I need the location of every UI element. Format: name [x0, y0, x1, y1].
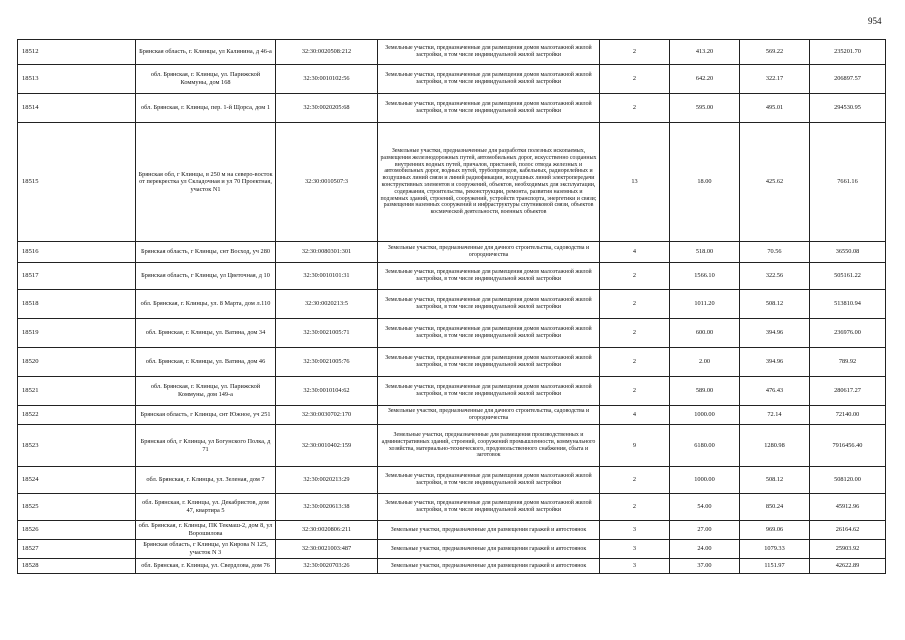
rate-cell: 508.12 — [740, 290, 810, 319]
row-number: 18516 — [18, 242, 136, 263]
table-row — [18, 494, 886, 521]
table-row — [18, 94, 886, 123]
cadastral-number-cell: 32:30:0030702:170 — [276, 406, 378, 425]
address-cell: Брянская область, г Клинцы, снт Восход, уч 280 — [136, 242, 276, 263]
cadastral-number-cell: 32:30:0021005:76 — [276, 348, 378, 377]
area-cell: 37.00 — [670, 559, 740, 574]
group-cell: 2 — [600, 94, 670, 123]
rate-cell: 322.17 — [740, 65, 810, 94]
value-cell: 789.92 — [810, 348, 886, 377]
cadastral-number-cell: 32:30:0080301:301 — [276, 242, 378, 263]
land-use-cell: Земельные участки, предназначенные для размещения домов малоэтажной жилой застройки, в том числе индивидуальной жилой застройки — [378, 263, 600, 290]
rate-cell: 969.06 — [740, 521, 810, 540]
rate-cell: 322.56 — [740, 263, 810, 290]
land-use-cell: Земельные участки, предназначенные для размещения гаражей и автостоянок — [378, 540, 600, 559]
address-cell: обл. Брянская, г. Клинцы, ул. Ватина, дом 46 — [136, 348, 276, 377]
land-use-cell: Земельные участки, предназначенные для размещения домов малоэтажной жилой застройки, в том числе индивидуальной жилой застройки — [378, 494, 600, 521]
value-cell: 25903.92 — [810, 540, 886, 559]
land-use-cell: Земельные участки, предназначенные для дачного строительства, садоводства и огородничества — [378, 406, 600, 425]
table-row — [18, 377, 886, 406]
group-cell: 2 — [600, 348, 670, 377]
group-cell: 4 — [600, 406, 670, 425]
value-cell: 26164.62 — [810, 521, 886, 540]
land-use-cell: Земельные участки, предназначенные для размещения домов малоэтажной жилой застройки, в том числе индивидуальной жилой застройки — [378, 65, 600, 94]
value-cell: 7661.16 — [810, 123, 886, 242]
cadastral-number-cell: 32:30:0010101:31 — [276, 263, 378, 290]
table-row — [18, 242, 886, 263]
address-cell: Брянская область, г Клинцы, ул Кирова N 125, участок N 3 — [136, 540, 276, 559]
rate-cell: 425.62 — [740, 123, 810, 242]
address-cell: Брянская область, г Клинцы, снт Южное, уч 251 — [136, 406, 276, 425]
area-cell: 54.00 — [670, 494, 740, 521]
value-cell: 505161.22 — [810, 263, 886, 290]
value-cell: 280617.27 — [810, 377, 886, 406]
rate-cell: 72.14 — [740, 406, 810, 425]
group-cell: 2 — [600, 65, 670, 94]
row-number: 18525 — [18, 494, 136, 521]
address-cell: обл. Брянская, г. Клинцы, ул. Ватина, дом 34 — [136, 319, 276, 348]
address-cell: обл. Брянская, г. Клинцы, ул. Декабристов, дом 47, квартира 5 — [136, 494, 276, 521]
land-use-cell: Земельные участки, предназначенные для размещения производственных и административных зданий, строений, сооружений промышленности, коммунального хозяйства, материально-технического, продовольственного снабжения, сбыта и заготовок — [378, 425, 600, 467]
table-row — [18, 263, 886, 290]
value-cell: 72140.00 — [810, 406, 886, 425]
group-cell: 2 — [600, 467, 670, 494]
cadastral-number-cell: 32:30:0010402:159 — [276, 425, 378, 467]
area-cell: 24.00 — [670, 540, 740, 559]
address-cell: обл. Брянская, г. Клинцы, ул. Зеленая, дом 7 — [136, 467, 276, 494]
value-cell: 45912.96 — [810, 494, 886, 521]
area-cell: 2.00 — [670, 348, 740, 377]
land-use-cell: Земельные участки, предназначенные для дачного строительства, садоводства и огородничества — [378, 242, 600, 263]
address-cell: обл. Брянская, г. Клинцы, ПК Текмаш-2, дом 8, ул Ворошилова — [136, 521, 276, 540]
group-cell: 2 — [600, 377, 670, 406]
value-cell: 36550.08 — [810, 242, 886, 263]
area-cell: 1566.10 — [670, 263, 740, 290]
table-row — [18, 65, 886, 94]
area-cell: 1000.00 — [670, 467, 740, 494]
table-row — [18, 467, 886, 494]
row-number: 18519 — [18, 319, 136, 348]
cadastral-number-cell: 32:30:0010102:56 — [276, 65, 378, 94]
row-number: 18527 — [18, 540, 136, 559]
group-cell: 3 — [600, 559, 670, 574]
rate-cell: 1280.98 — [740, 425, 810, 467]
cadastral-number-cell: 32:30:0020806:211 — [276, 521, 378, 540]
address-cell: обл. Брянская, г. Клинцы, ул. Парижской Коммуны, дом 168 — [136, 65, 276, 94]
row-number: 18513 — [18, 65, 136, 94]
area-cell: 589.00 — [670, 377, 740, 406]
row-number: 18523 — [18, 425, 136, 467]
land-use-cell: Земельные участки, предназначенные для размещения домов малоэтажной жилой застройки, в том числе индивидуальной жилой застройки — [378, 348, 600, 377]
land-use-cell: Земельные участки, предназначенные для размещения домов малоэтажной жилой застройки, в том числе индивидуальной жилой застройки — [378, 290, 600, 319]
value-cell: 235201.70 — [810, 40, 886, 65]
cadastral-number-cell: 32:30:0020205:68 — [276, 94, 378, 123]
group-cell: 2 — [600, 494, 670, 521]
value-cell: 294530.95 — [810, 94, 886, 123]
area-cell: 1011.20 — [670, 290, 740, 319]
table-row — [18, 123, 886, 242]
area-cell: 6180.00 — [670, 425, 740, 467]
area-cell: 595.00 — [670, 94, 740, 123]
table-row — [18, 348, 886, 377]
value-cell: 513810.94 — [810, 290, 886, 319]
cadastral-number-cell: 32:30:0020508:212 — [276, 40, 378, 65]
group-cell: 3 — [600, 521, 670, 540]
cadastral-number-cell: 32:30:0010104:62 — [276, 377, 378, 406]
group-cell: 13 — [600, 123, 670, 242]
page-number: 954 — [868, 16, 882, 26]
area-cell: 413.20 — [670, 40, 740, 65]
group-cell: 3 — [600, 540, 670, 559]
value-cell: 508120.00 — [810, 467, 886, 494]
table-row — [18, 40, 886, 65]
rate-cell: 70.56 — [740, 242, 810, 263]
group-cell: 9 — [600, 425, 670, 467]
group-cell: 2 — [600, 319, 670, 348]
land-use-cell: Земельные участки, предназначенные для размещения домов малоэтажной жилой застройки, в том числе индивидуальной жилой застройки — [378, 40, 600, 65]
row-number: 18520 — [18, 348, 136, 377]
row-number: 18522 — [18, 406, 136, 425]
row-number: 18521 — [18, 377, 136, 406]
cadastral-number-cell: 32:30:0020613:38 — [276, 494, 378, 521]
address-cell: обл. Брянская, г. Клинцы, ул. Парижской Коммуны, дом 149-а — [136, 377, 276, 406]
land-use-cell: Земельные участки, предназначенные для размещения домов малоэтажной жилой застройки, в том числе индивидуальной жилой застройки — [378, 319, 600, 348]
table-row — [18, 521, 886, 540]
cadastral-number-cell: 32:30:0020213:5 — [276, 290, 378, 319]
area-cell: 600.00 — [670, 319, 740, 348]
row-number: 18524 — [18, 467, 136, 494]
table-row — [18, 319, 886, 348]
row-number: 18517 — [18, 263, 136, 290]
cadastral-number-cell: 32:30:0020213:29 — [276, 467, 378, 494]
group-cell: 2 — [600, 263, 670, 290]
row-number: 18514 — [18, 94, 136, 123]
rate-cell: 850.24 — [740, 494, 810, 521]
area-cell: 1000.00 — [670, 406, 740, 425]
area-cell: 27.00 — [670, 521, 740, 540]
table-row — [18, 290, 886, 319]
value-cell: 236976.00 — [810, 319, 886, 348]
rate-cell: 476.43 — [740, 377, 810, 406]
land-use-cell: Земельные участки, предназначенные для разработки полезных ископаемых, размещения железнодорожных путей, автомобильных дорог, искусственно созданных внутренних водных путей, причалов, пристаней, полос отвода железных и автомобильных дорог, водных путей, трубопроводов, кабельных, радиорелейных и воздушных линий связи и линий радиофикации, воздушных линий электропередачи конструктивных элементов и сооружений, объектов, необходимых для эксплуатации, содержания, строительства, реконструкции, ремонта, развития наземных и подземных зданий, строений, сооружений, устройств транспорта, энергетики и связи; размещения наземных сооружений и инфраструктуры спутниковой связи, объектов космической деятельности, военных объектов — [378, 123, 600, 242]
land-use-cell: Земельные участки, предназначенные для размещения домов малоэтажной жилой застройки, в том числе индивидуальной жилой застройки — [378, 94, 600, 123]
address-cell: обл. Брянская, г. Клинцы, ул. Свердлова, дом 76 — [136, 559, 276, 574]
cadastral-number-cell: 32:30:0021005:71 — [276, 319, 378, 348]
address-cell: Брянская обл, г Клинцы, в 250 м на северо-восток от перекрестка ул Складочная и ул 70 Проектная, участок N1 — [136, 123, 276, 242]
address-cell: Брянская обл, г Клинцы, ул Богунского Полка, д 71 — [136, 425, 276, 467]
row-number: 18512 — [18, 40, 136, 65]
cadastral-number-cell: 32:30:0021003:487 — [276, 540, 378, 559]
address-cell: обл. Брянская, г. Клинцы, пер. 1-й Щорса, дом 1 — [136, 94, 276, 123]
group-cell: 2 — [600, 40, 670, 65]
rate-cell: 394.96 — [740, 319, 810, 348]
land-use-cell: Земельные участки, предназначенные для размещения домов малоэтажной жилой застройки, в том числе индивидуальной жилой застройки — [378, 377, 600, 406]
land-use-cell: Земельные участки, предназначенные для размещения гаражей и автостоянок — [378, 559, 600, 574]
value-cell: 206897.57 — [810, 65, 886, 94]
rate-cell: 394.96 — [740, 348, 810, 377]
cadastral-value-table — [17, 39, 886, 574]
area-cell: 642.20 — [670, 65, 740, 94]
address-cell: обл. Брянская, г. Клинцы, ул. 8 Марта, дом л.110 — [136, 290, 276, 319]
value-cell: 7916456.40 — [810, 425, 886, 467]
group-cell: 4 — [600, 242, 670, 263]
table-row — [18, 540, 886, 559]
address-cell: Брянская область, г. Клинцы, ул Калинина, д 46-а — [136, 40, 276, 65]
rate-cell: 569.22 — [740, 40, 810, 65]
table-row — [18, 406, 886, 425]
row-number: 18526 — [18, 521, 136, 540]
cadastral-number-cell: 32:30:0020703:26 — [276, 559, 378, 574]
table-row — [18, 425, 886, 467]
rate-cell: 1151.97 — [740, 559, 810, 574]
rate-cell: 1079.33 — [740, 540, 810, 559]
cadastral-number-cell: 32:30:0010507:3 — [276, 123, 378, 242]
table-row — [18, 559, 886, 574]
value-cell: 42622.89 — [810, 559, 886, 574]
land-use-cell: Земельные участки, предназначенные для размещения домов малоэтажной жилой застройки, в том числе индивидуальной жилой застройки — [378, 467, 600, 494]
row-number: 18518 — [18, 290, 136, 319]
row-number: 18528 — [18, 559, 136, 574]
address-cell: Брянская область, г Клинцы, ул Цветочная, д 10 — [136, 263, 276, 290]
row-number: 18515 — [18, 123, 136, 242]
area-cell: 518.00 — [670, 242, 740, 263]
land-use-cell: Земельные участки, предназначенные для размещения гаражей и автостоянок — [378, 521, 600, 540]
rate-cell: 508.12 — [740, 467, 810, 494]
rate-cell: 495.01 — [740, 94, 810, 123]
area-cell: 18.00 — [670, 123, 740, 242]
group-cell: 2 — [600, 290, 670, 319]
